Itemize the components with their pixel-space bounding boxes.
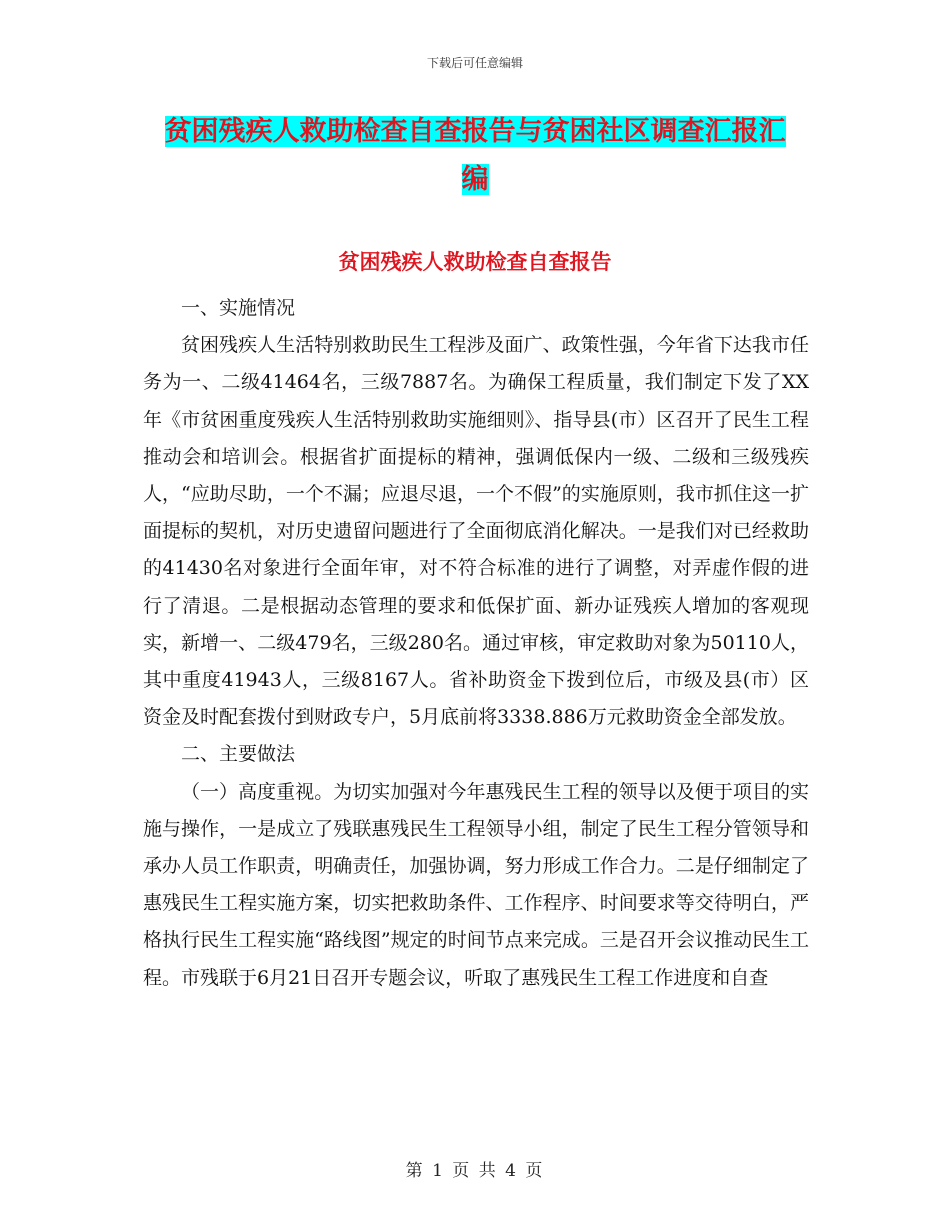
paragraph-heading-main-practices: 二、主要做法 bbox=[181, 743, 296, 766]
paragraph-implementation: 贫困残疾人生活特别救助民生工程涉及面广、政策性强，今年省下达我市任务为一、二级41464名，三级7887名。为确保工程质量，我们制定下发了XX年《市贫困重度残疾人生活特别救助实施细则》、指导县(市）区召开了民生工程推动会和培训会。根据省扩面提标的精神，强调低保内一级、二级和三级残疾人，“应助尽助，一个不漏；应退尽退，一个不假”的实施原则，我市抓住这一扩面提标的契机，对历史遗留问题进行了全面彻底消化解决。一是我们对已经救助的41430名对象进行全面年审，对不符合标准的进行了调整，对弄虚作假的进行了清退。二是根据动态管理的要求和低保扩面、新办证残疾人增加的客观现实，新增一、二级479名，三级280名。通过审核，审定救助对象为50110人，其中重度41943人，三级8167人。省补助资金下拨到位后，市级及县(市）区资金及时配套拨付到财政专户，5月底前将3338.886万元救助资金全部发放。 bbox=[143, 334, 809, 729]
paragraph-high-attention: （一）高度重视。为切实加强对今年惠残民生工程的领导以及便于项目的实施与操作，一是成立了残联惠残民生工程领导小组，制定了民生工程分管领导和承办人员工作职责，明确责任，加强协调，努力形成工作合力。二是仔细制定了惠残民生工程实施方案，切实把救助条件、工作程序、时间要求等交待明白，严格执行民生工程实施“路线图”规定的时间节点来完成。三是召开会议推动民生工程。市残联于6月21日召开专题会议，听取了惠残民生工程工作进度和自查 bbox=[143, 780, 809, 989]
document-body bbox=[143, 290, 809, 997]
page-header-note: 下载后可任意编辑 bbox=[426, 56, 523, 70]
main-title-line-1: 贫困残疾人救助检查自查报告与贫困社区调查汇报汇 bbox=[164, 116, 786, 147]
page-number-footer: 第 1 页 共 4 页 bbox=[405, 1161, 545, 1181]
document-main-title bbox=[140, 108, 810, 204]
paragraph-heading-implementation: 一、实施情况 bbox=[181, 297, 296, 319]
main-title-line-2: 编 bbox=[461, 164, 489, 195]
section-title: 贫困残疾人救助检查自查报告 bbox=[338, 250, 612, 274]
